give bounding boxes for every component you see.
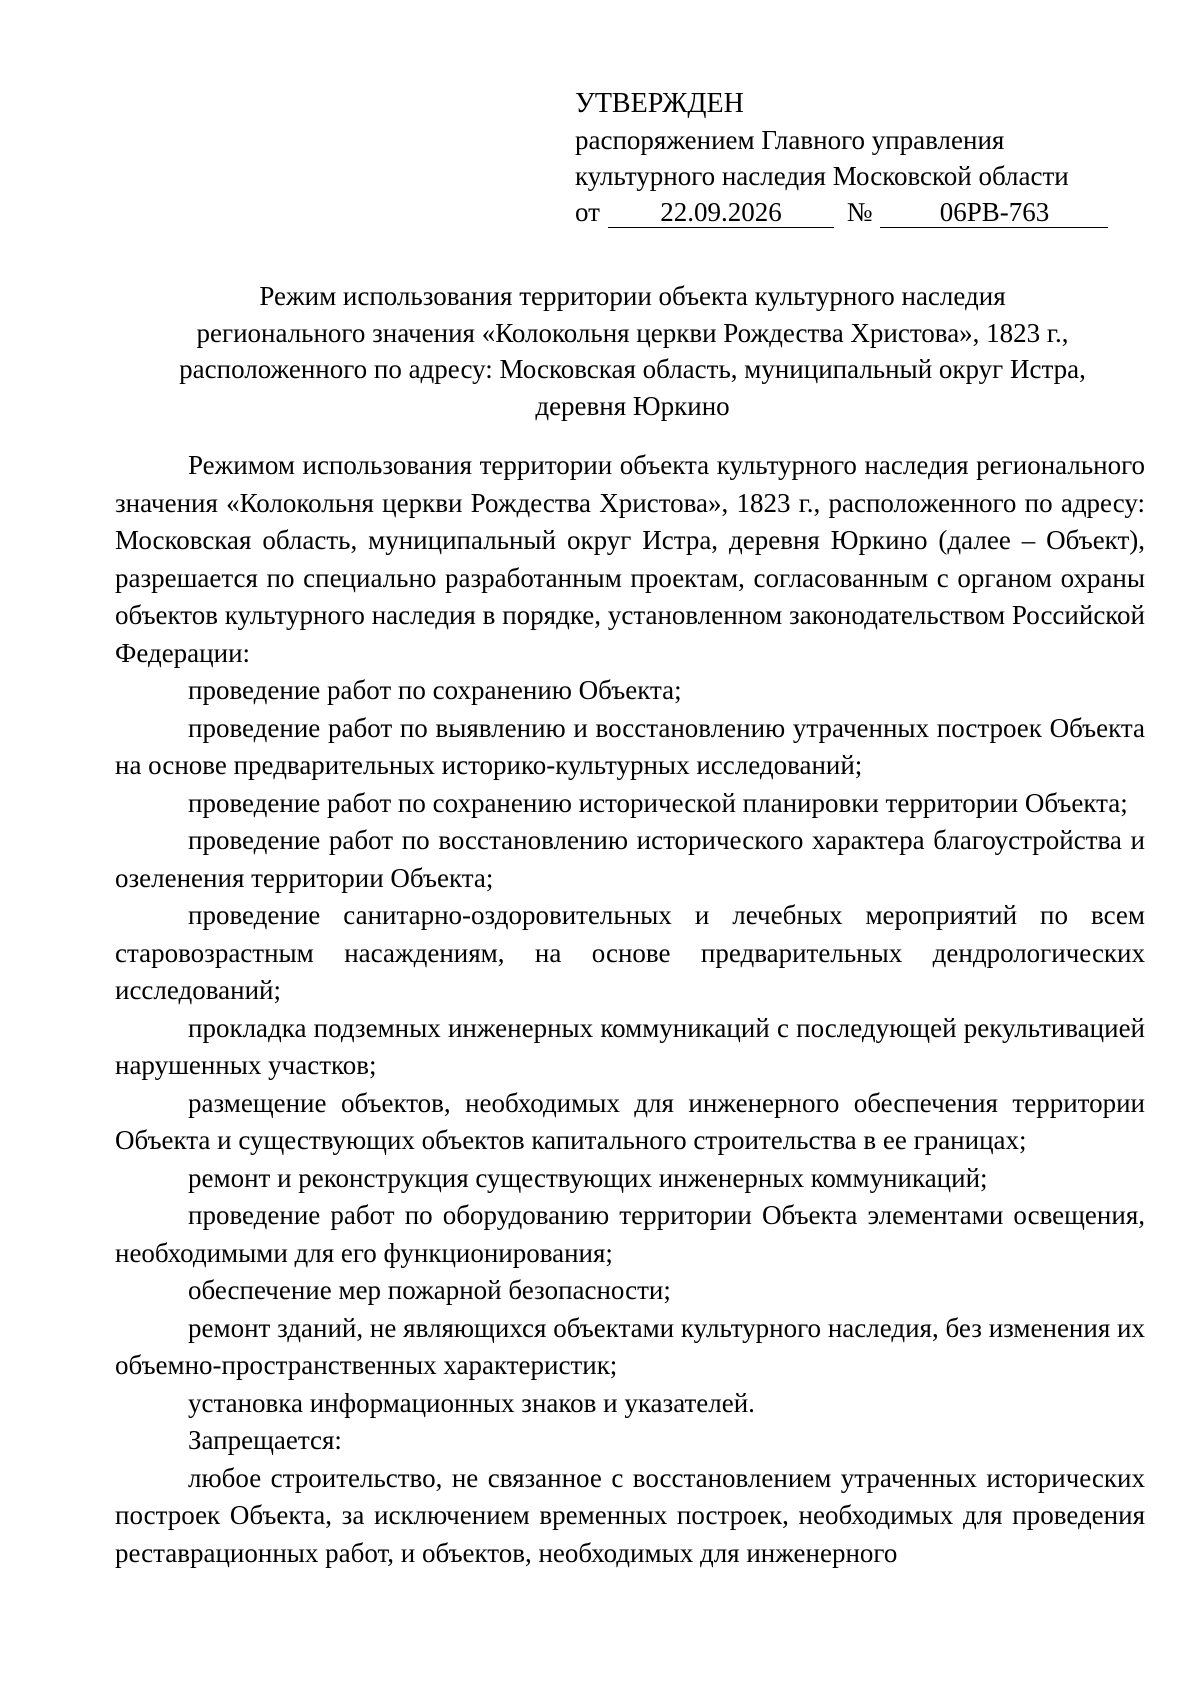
list-item: установка информационных знаков и указателей. <box>188 1387 755 1418</box>
document-title <box>120 278 1145 424</box>
list-item: проведение санитарно-оздоровительных и лечебных мероприятий по всем старовозрастным насаждениям, на основе предварительных дендрологических исследований; <box>115 900 1145 1005</box>
number-label: № <box>846 197 873 227</box>
paragraph-intro: Режимом использования территории объекта культурного наследия регионального значения «Колокольня церкви Рождества Христова», 1823 г., расположенного по адресу: Московская область, муниципальный округ Истра, деревня Юркино (далее – Объект), разрешается по специально разработанным проектам, согласованным с органом охраны объектов культурного наследия в порядке, установленном законодательством Российской Федерации: <box>115 450 1145 668</box>
from-label: от <box>575 197 600 227</box>
approval-date: 22.09.2026 <box>608 197 834 228</box>
approval-heading: УТВЕРЖДЕН <box>575 88 744 119</box>
title-line-1: Режим использования территории объекта культурного наследия <box>259 281 1006 311</box>
section-heading-prohibited: Запрещается: <box>188 1425 342 1455</box>
list-item: прокладка подземных инженерных коммуникаций с последующей рекультивацией нарушенных участков; <box>115 1012 1145 1080</box>
approval-number: 06РВ-763 <box>880 197 1108 228</box>
list-item: проведение работ по сохранению Объекта; <box>188 675 682 705</box>
list-item: размещение объектов, необходимых для инженерного обеспечения территории Объекта и существующих объектов капитального строительства в ее границах; <box>115 1087 1145 1155</box>
list-item: обеспечение мер пожарной безопасности; <box>188 1275 671 1305</box>
list-item: ремонт зданий, не являющихся объектами культурного наследия, без изменения их объемно-пространственных характеристик; <box>115 1312 1145 1380</box>
title-line-4: деревня Юркино <box>535 390 730 421</box>
approval-date-number-line <box>575 194 1115 230</box>
approval-stamp-block <box>575 86 1115 230</box>
list-item: проведение работ по восстановлению исторического характера благоустройства и озеленения территории Объекта; <box>115 825 1145 893</box>
document-body <box>115 447 1145 1572</box>
list-item: проведение работ по сохранению исторической планировки территории Объекта; <box>188 787 1128 818</box>
list-item: ремонт и реконструкция существующих инженерных коммуникаций; <box>188 1162 988 1193</box>
list-item: проведение работ по выявлению и восстановлению утраченных построек Объекта на основе предварительных историко-культурных исследований; <box>115 712 1145 780</box>
title-line-3: расположенного по адресу: Московская область, муниципальный округ Истра, <box>179 354 1086 384</box>
list-item: проведение работ по оборудованию территории Объекта элементами освещения, необходимыми для его функционирования; <box>115 1200 1145 1268</box>
approval-line-2: культурного наследия Московской области <box>575 161 1069 191</box>
approval-line-1: распоряжением Главного управления <box>575 125 1005 155</box>
list-item: любое строительство, не связанное с восстановлением утраченных исторических построек Объекта, за исключением временных построек, необходимых для проведения реставрационных работ, и объектов, необходимых для инженерного <box>115 1462 1145 1568</box>
title-line-2: регионального значения «Колокольня церкви Рождества Христова», 1823 г., <box>196 317 1069 348</box>
